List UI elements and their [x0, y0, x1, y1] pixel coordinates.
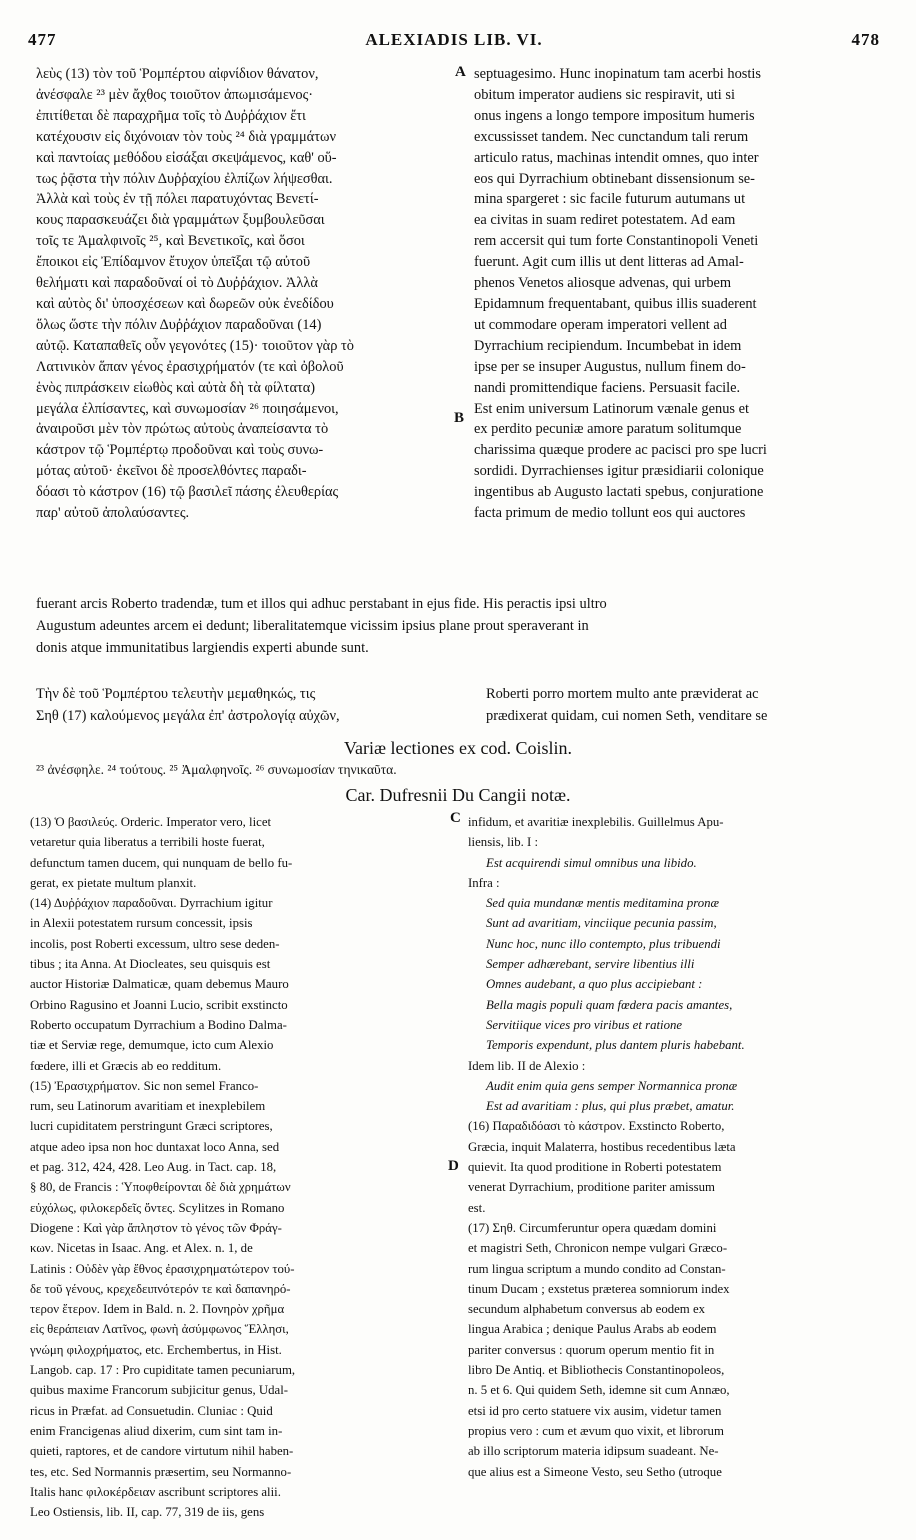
text-line: fuerunt. Agit cum illis ut dent litteras ad Amal-	[474, 254, 744, 271]
text-line: Sunt ad avaritiam, vinciique pecunia passim,	[486, 916, 717, 931]
text-line: ἑνὸς πιπράσκειν εἰωθὸς καὶ αὐτὰ δὴ τὰ φίλτατα)	[36, 379, 316, 396]
text-line: quievit. Ita quod proditione in Roberti potestatem	[468, 1160, 722, 1175]
text-line: (13) Ὁ βασιλεύς. Orderic. Imperator vero, licet	[30, 815, 272, 829]
text-line: venerat Dyrrachium, proditione pariter amissum	[468, 1180, 715, 1195]
text-line: κους παρασκευάζει διὰ γραμμάτων ξυμβουλεῦσαι	[36, 212, 325, 229]
text-line: excussisset tandem. Nec cunctandum tali rerum	[474, 128, 749, 145]
text-line: (16) Παραδιδόασι τὸ κάστρον. Exstincto Roberto,	[468, 1119, 725, 1134]
text-line: auctor Historiæ Dalmaticæ, quam debemus Mauro	[30, 977, 289, 992]
text-line: Græcia, inquit Malaterra, hostibus recedentibus læta	[468, 1139, 736, 1154]
text-line: gerat, ex pietate multum planxit.	[30, 875, 197, 890]
text-line: Τὴν δὲ τοῦ Ῥομπέρτου τελευτὴν μεμαθηκώς, τις	[36, 686, 316, 702]
text-line: quibus maxime Francorum subjicitur genus, Udal-	[30, 1383, 289, 1398]
text-line: καὶ αὐτὸς δι' ὑποσχέσεων καὶ δωρεῶν οὐκ ἐνεδίδου	[36, 295, 334, 312]
variae-lectiones-heading: Variæ lectiones ex cod. Coislin.	[344, 738, 572, 758]
text-line: εἰς θεράπειαν Λατῖνος, φωνὴ ἀσύμφωνος Ἕλλησι,	[30, 1322, 289, 1337]
text-line: articulo ratus, machinas intendit omnes, quo inter	[474, 149, 759, 166]
text-line: Roberto occupatum Dyrrachium a Bodino Dalma-	[30, 1017, 287, 1032]
latin-text-column-2	[486, 683, 882, 727]
text-line: αὐτῷ. Καταπαθεῖς οὖν γεγονότες (15)· τοιοῦτον γὰρ τὸ	[36, 337, 354, 354]
text-line: κατέχουσιν εἰς διχόνοιαν τὸν τοὺς ²⁴ διὰ γραμμάτων	[36, 128, 336, 145]
margin-letter-d: D	[448, 1158, 459, 1174]
text-line: donis atque immunitatibus largiendis experti abunde sunt.	[36, 640, 369, 656]
text-line: rum, seu Latinorum avaritiam et inexplebilem	[30, 1099, 266, 1114]
text-line: ipse per se insuper Augustus, nullum finem do-	[474, 358, 746, 375]
text-line: atque adeo ipsa non hoc duntaxat loco Anna, sed	[30, 1139, 280, 1154]
text-line: ἔποικοι εἰς Ἐπίδαμνον ἔτυχον ὑπεῖξαι τῷ αὐτοῦ	[36, 254, 311, 271]
text-line: Italis hanc φιλοκέρδειαν ascribunt scriptores alii.	[30, 1484, 281, 1499]
text-line: et magistri Seth, Chronicon nempe vulgari Græco-	[468, 1241, 728, 1256]
text-line: κων. Nicetas in Isaac. Ang. et Alex. n. 1, de	[30, 1241, 253, 1256]
text-line: Est acquirendi simul omnibus una libido.	[486, 855, 697, 870]
text-line: δε τοῦ γένους, κρεχεδειπνότερόν τε καὶ δαπανηρό-	[30, 1281, 291, 1296]
text-line: lucri cupiditatem perstringunt Græci scriptores,	[30, 1119, 273, 1134]
text-line: Λατινικὸν ἅπαν γένος ἐρασιχρήματόν (τε καὶ ὀβολοῦ	[36, 358, 344, 375]
text-line: ea civitas in suam rediret potestatem. Ad eam	[474, 212, 736, 229]
text-line: fuerant arcis Roberto tradendæ, tum et illos qui adhuc perstabant in ejus fide. His peractis ipsi ultro	[36, 596, 607, 612]
text-line: καὶ παντοίας μεθόδου εἰσάξαι σκεψάμενος, καθ' οὕ-	[36, 149, 337, 166]
text-line: παρ' αὐτοῦ ἀπολαύσαντες.	[36, 505, 190, 522]
greek-text-column	[36, 64, 452, 524]
text-line: libro De Antiq. et Bibliothecis Constantinopoleos,	[468, 1363, 725, 1378]
text-line: rum lingua scriptum a mundo condito ad Constan-	[468, 1261, 726, 1276]
text-line: tiæ et Serviæ rege, demumque, icto cum Alexio	[30, 1038, 274, 1053]
text-line: Orbino Ragusino et Joanni Lucio, scribit exstincto	[30, 997, 288, 1012]
notes-heading: Car. Dufresnii Du Cangii notæ.	[345, 785, 571, 805]
greek-text-column-2	[36, 683, 466, 727]
text-line: sordidi. Dyrrachienses igitur præsidiarii colonique	[474, 463, 764, 480]
text-line: fœdere, illi et Græcis ab eo redditum.	[30, 1058, 222, 1073]
text-line: rem accersit qui tum forte Constantinopoli Veneti	[474, 233, 759, 250]
text-line: ricus in Præfat. ad Consuetudin. Cluniac : Quid	[30, 1403, 273, 1418]
text-line: ut commodare operam imperatori vellent ad	[474, 316, 727, 333]
text-line: Ἀλλὰ καὶ τοὺς ἐν τῇ πόλει παρατυχόντας Βενετί-	[36, 191, 319, 208]
text-line: Augustum adeuntes arcem ei dedunt; liberalitatemque vicissim ipsius plane prout speraverant in	[36, 618, 589, 634]
text-line: facta primum de medio tollunt eos qui auctores	[474, 505, 746, 522]
text-line: μότας αὐτοῦ· ἐκεῖνοι δὲ προσελθόντες παραδι-	[36, 463, 307, 480]
text-line: Infra :	[468, 875, 500, 890]
text-line: ὅλως ὥστε τὴν πόλιν Δυῤῥάχιον παραδοῦναι (14)	[36, 316, 322, 333]
text-line: Dyrrachium recipiendum. Incumbebat in idem	[474, 337, 742, 354]
text-line: εὐχόλως, φιλοκερδεῖς ὄντες. Scylitzes in Romano	[30, 1200, 285, 1215]
text-line: κάστρον τῷ Ῥομπέρτῳ προδοῦναι καὶ τοὺς συνω-	[36, 442, 324, 459]
page-number-right: 478	[851, 30, 880, 49]
notes-column-left	[30, 812, 446, 1522]
text-line: obitum imperator audiens sic respiravit, uti si	[474, 86, 735, 103]
text-line: mina spargeret : sic facile futurum autumans ut	[474, 191, 746, 208]
running-header	[28, 30, 880, 60]
text-line: tes, etc. Sed Normannis præsertim, seu Normanno-	[30, 1464, 292, 1479]
variae-lectiones-line: ²³ ἀνέσφηλε. ²⁴ τούτους. ²⁵ Ἀμαλφηνοῖς. ²⁶ συνωμοσίαν τηνικαῦτα.	[36, 762, 397, 777]
text-line: μεγάλα ἐλπίσαντες, καὶ συνωμοσίαν ²⁶ ποιησάμενοι,	[36, 400, 339, 417]
text-line: τως ῥᾷστα τὴν πόλιν Δυῤῥαχίου ἐλπίζων λήψεσθαι.	[36, 170, 333, 187]
latin-text-column	[474, 64, 886, 524]
text-line: incolis, post Roberti excessum, ultro sese deden-	[30, 936, 280, 951]
text-line: tinum Ducam ; exstetus præterea somniorum index	[468, 1281, 730, 1296]
text-line: Sed quia mundanæ mentis meditamina pronæ	[486, 896, 720, 911]
text-line: Nunc hoc, nunc illo contempto, plus tribuendi	[486, 936, 721, 951]
text-line: propius vero : cum et ævum quo vixit, et librorum	[468, 1423, 724, 1438]
text-line: prædixerat quidam, cui nomen Seth, venditare se	[486, 708, 768, 724]
text-line: lingua Arabica ; denique Paulus Arabs ab eodem	[468, 1322, 717, 1337]
text-line: infidum, et avaritiæ inexplebilis. Guillelmus Apu-	[468, 815, 724, 829]
text-line: tibus ; ita Anna. At Diocleates, seu quisquis est	[30, 957, 271, 972]
margin-letter-a: A	[455, 64, 466, 80]
text-line: Temporis expendunt, plus dantem pluris habebant.	[486, 1038, 745, 1053]
text-line: onus ingens a longo tempore impositum humeris	[474, 107, 755, 124]
text-line: Servitiique vices pro viribus et ratione	[486, 1017, 683, 1032]
text-line: defunctum tamen ducem, qui nunquam de bello fu-	[30, 855, 293, 870]
text-line: charissima quæque prodere ac pacisci pro spe lucri	[474, 442, 767, 459]
text-line: etsi id pro certo statuere vix ausim, videtur tamen	[468, 1403, 722, 1418]
text-line: Roberti porro mortem multo ante præviderat ac	[486, 686, 759, 702]
text-line: ingentibus ab Augusto lactati spebus, conjuratione	[474, 484, 764, 501]
text-line: pariter conversus : quorum operum mentio fit in	[468, 1342, 715, 1357]
text-line: Omnes audebant, a quo plus accipiebant :	[486, 977, 703, 992]
text-line: (14) Δυῤῥάχιον παραδοῦναι. Dyrrachium igitur	[30, 896, 273, 911]
text-line: Σηθ (17) καλούμενος μεγάλα ἐπ' ἀστρολογίᾳ αὐχῶν,	[36, 708, 340, 724]
text-line: τερον ἕτερον. Idem in Bald. n. 2. Πονηρὸν χρῆμα	[30, 1302, 285, 1317]
text-line: Idem lib. II de Alexio :	[468, 1058, 586, 1073]
text-line: phenos Venetos aliosque advenas, qui urbem	[474, 275, 732, 292]
page-number-left: 477	[28, 30, 57, 49]
text-line: enim Francigenas aliud dixerim, cum sint tam in-	[30, 1423, 283, 1438]
text-line: γνώμη φιλοχρήματος, etc. Erchembertus, in Hist.	[30, 1342, 282, 1357]
text-line: Semper adhærebant, servire libentius illi	[486, 957, 695, 972]
text-line: τοῖς τε Ἀμαλφινοῖς ²⁵, καὶ Βενετικοῖς, καὶ ὅσοι	[36, 233, 305, 250]
text-line: secundum alphabetum conversus ab eodem ex	[468, 1302, 706, 1317]
running-title: ALEXIADIS LIB. VI.	[365, 30, 543, 49]
text-line: (15) Ἐρασιχρήματον. Sic non semel Franco-	[30, 1078, 259, 1093]
text-line: ab illo scriptorum materia idipsum suadeant. Ne-	[468, 1444, 719, 1459]
text-line: Audit enim quia gens semper Normannica pronæ	[486, 1078, 738, 1093]
text-line: § 80, de Francis : Ὑποφθείρονται δὲ διὰ χρημάτων	[30, 1180, 291, 1195]
text-line: θελήματι καὶ παραδοῦναί οἱ τὸ Δυῤῥάχιον. Ἀλλὰ	[36, 275, 318, 292]
notes-column-right	[468, 812, 882, 1482]
text-line: Est enim universum Latinorum vænale genus et	[474, 400, 749, 417]
text-line: vetaretur quia liberatus a terribili hoste fuerat,	[30, 835, 265, 850]
text-line: est.	[468, 1200, 486, 1215]
text-line: septuagesimo. Hunc inopinatum tam acerbi hostis	[474, 66, 761, 82]
margin-letter-c: C	[450, 810, 461, 826]
text-line: ἐπιτίθεται δὲ παραχρῆμα τοῖς τὸ Δυῤῥάχιον ἔτι	[36, 107, 306, 124]
text-line: quieti, raptores, et de candore virtutum nihil haben-	[30, 1444, 294, 1459]
text-line: ἀνέσφαλε ²³ μὲν ἄχθος τοιοῦτον ἀπωμισάμενος·	[36, 86, 314, 103]
text-line: Bella magis populi quam fœdera pacis amantes,	[486, 997, 733, 1012]
text-line: Latinis : Οὐδὲν γὰρ ἔθνος ἐρασιχρηματώτερον τού-	[30, 1261, 295, 1276]
text-line: nandi promittendique faciens. Persuasit facile.	[474, 379, 741, 396]
text-line: eos qui Dyrrachium obtinebant dissensionum se-	[474, 170, 755, 187]
text-line: ἀναιροῦσι μὲν τὸν πρώτως αὐτοὺς ἀναπείσαντα τὸ	[36, 421, 329, 438]
text-line: δόασι τὸ κάστρον (16) τῷ βασιλεῖ πάσης ἐλευθερίας	[36, 484, 339, 501]
text-line: Epidamnum frequentabant, quibus illis suaderent	[474, 295, 757, 312]
text-line: Leo Ostiensis, lib. II, cap. 77, 319 de iis, gens	[30, 1505, 265, 1520]
text-line: que alius est a Simeone Vesto, seu Setho (utroque	[468, 1464, 722, 1479]
text-line: Langob. cap. 17 : Pro cupiditate tamen pecuniarum,	[30, 1363, 296, 1378]
text-line: (17) Σηθ. Circumferuntur opera quædam domini	[468, 1220, 717, 1235]
text-line: λεὺς (13) τὸν τοῦ Ῥομπέρτου αἰφνίδιον θάνατον,	[36, 66, 319, 82]
text-line: Diogene : Καὶ γὰρ ἄπληστον τὸ γένος τῶν Φράγ-	[30, 1220, 282, 1235]
text-line: Est ad avaritiam : plus, qui plus præbet, amatur.	[486, 1099, 735, 1114]
text-line: n. 5 et 6. Qui quidem Seth, idemne sit cum Annæo,	[468, 1383, 730, 1398]
text-line: ex perdito pecuniæ amore paratum solitumque	[474, 421, 742, 438]
text-line: et pag. 312, 424, 428. Leo Aug. in Tact. cap. 18,	[30, 1160, 277, 1175]
text-line: in Alexii potestatem rursum concessit, ipsis	[30, 916, 253, 931]
text-line: liensis, lib. I :	[468, 835, 539, 850]
latin-full-width-text	[36, 593, 884, 659]
margin-letter-b: B	[454, 410, 465, 426]
